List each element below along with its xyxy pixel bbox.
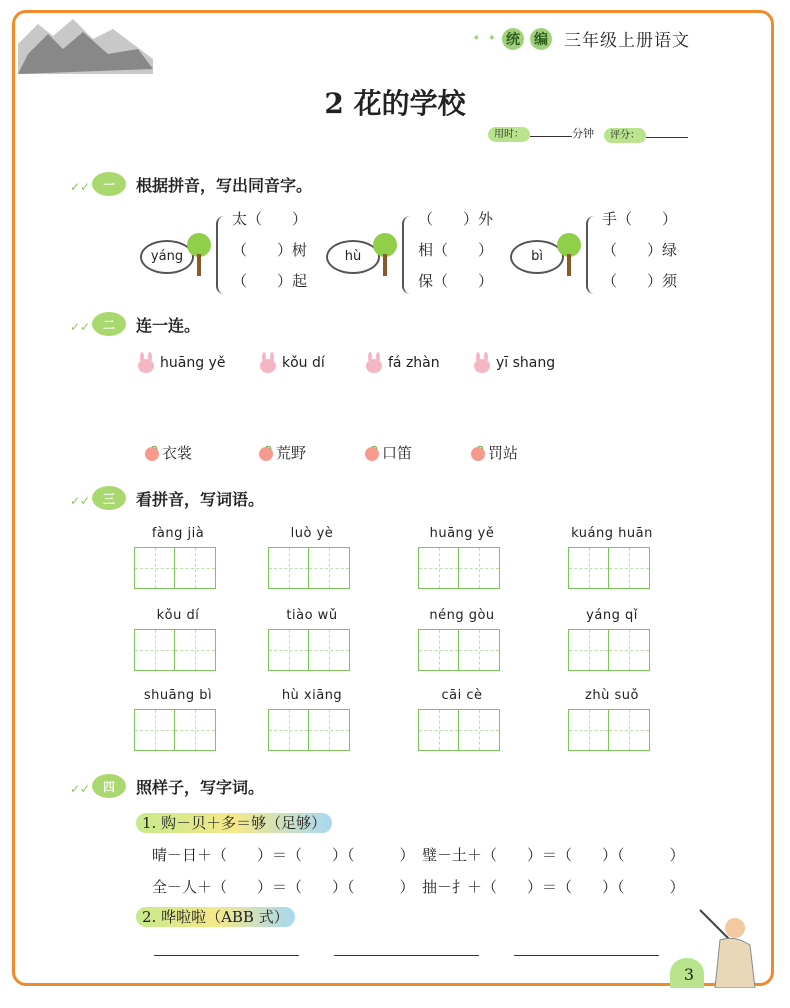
series-badge-1: 统 [502,28,524,50]
tree-icon [556,232,582,278]
char-box[interactable] [568,547,609,589]
section-2-heading: 连一连。 [136,315,201,335]
match-pinyin-item[interactable]: yī shang [472,352,555,374]
match-pinyin-item[interactable]: huāng yě [136,352,225,374]
check-icon: ✓✓ [70,180,91,194]
section-2-header [70,312,200,336]
char-box[interactable] [134,709,175,751]
char-box[interactable] [418,709,459,751]
answer-blank[interactable] [334,955,479,956]
section-4-badge: 四 [92,774,126,798]
homophone-option[interactable]: （ ）外 [418,210,494,228]
check-icon: ✓✓ [70,320,91,334]
writing-cell: yáng qǐ [568,608,668,671]
homophone-option[interactable]: （ ）须 [602,272,678,290]
match-word-item[interactable]: 口笛 [364,442,412,463]
section-1-badge: 一 [92,172,126,196]
char-box[interactable] [268,547,309,589]
time-unit: 分钟 [572,127,594,140]
series-badge-2: 编 [530,28,552,50]
match-word-item[interactable]: 罚站 [470,442,518,463]
char-box[interactable] [459,709,500,751]
peach-icon [470,445,486,461]
char-box[interactable] [609,547,650,589]
rabbit-icon [364,352,384,374]
char-box[interactable] [309,709,350,751]
check-icon: ✓✓ [70,782,91,796]
peach-icon [364,445,380,461]
homophone-option[interactable]: 手（ ） [602,210,678,228]
tree-icon [372,232,398,278]
pinyin-writing-grid [134,526,674,756]
grade-label: 三年级上册语文 [564,31,690,51]
writing-cell: fàng jià [134,526,234,589]
char-box[interactable] [609,629,650,671]
section-1-header [70,172,312,196]
tree-icon [186,232,212,278]
meta-bar [488,124,688,141]
char-box[interactable] [309,629,350,671]
answer-blank[interactable] [514,955,659,956]
homophone-option[interactable]: （ ）起 [232,272,308,290]
section-4-heading: 照样子，写字词。 [136,777,265,797]
char-box[interactable] [268,709,309,751]
writing-cell: tiào wǔ [268,608,368,671]
section-2-badge: 二 [92,312,126,336]
writing-cell: zhù suǒ [568,688,668,751]
series-label [472,26,690,51]
score-blank[interactable] [646,125,688,138]
homophone-group-1 [136,208,307,301]
peach-icon [144,445,160,461]
example-2: 2. 哗啦啦（ABB 式） [136,906,295,927]
writing-cell: kuáng huān [568,526,668,589]
char-box[interactable] [459,547,500,589]
time-blank[interactable] [530,124,572,137]
sparkle-icon: ✦ ✦ [472,33,498,44]
score-label: 评分： [604,128,646,143]
pinyin-bubble: yáng [140,240,194,274]
section-4-header [70,774,264,798]
section-3-header [70,486,264,510]
writing-cell: kǒu dí [134,608,234,671]
answer-blank[interactable] [154,955,299,956]
char-box[interactable] [175,709,216,751]
writing-cell: néng gòu [418,608,518,671]
homophone-option[interactable]: （ ）树 [232,241,308,259]
page-number: 3 [683,965,694,984]
section-3-badge: 三 [92,486,126,510]
char-box[interactable] [568,709,609,751]
homophone-group-3 [506,208,677,301]
homophone-option[interactable]: 相（ ） [418,241,494,259]
rabbit-icon [258,352,278,374]
section-3-heading: 看拼音，写词语。 [136,489,265,509]
char-box[interactable] [175,629,216,671]
match-pinyin-item[interactable]: kǒu dí [258,352,325,374]
writing-cell: huāng yě [418,526,518,589]
pinyin-bubble: hù [326,240,380,274]
check-icon: ✓✓ [70,494,91,508]
homophone-option[interactable]: （ ）绿 [602,241,678,259]
writing-cell: shuāng bì [134,688,234,751]
char-box[interactable] [134,547,175,589]
homophone-group-2 [322,208,493,301]
match-word-item[interactable]: 荒野 [258,442,306,463]
example-1: 1. 购－贝＋多＝够（足够） [136,812,332,833]
homophone-option[interactable]: 保（ ） [418,272,494,290]
char-box[interactable] [568,629,609,671]
pinyin-bubble: bì [510,240,564,274]
equation-row-1[interactable]: 晴－日＋（ ）＝（ ）（ ） 璧－土＋（ ）＝（ ）（ ） [152,846,685,864]
char-box[interactable] [134,629,175,671]
homophone-option[interactable]: 太（ ） [232,210,308,228]
match-pinyin-item[interactable]: fá zhàn [364,352,440,374]
writing-cell: cāi cè [418,688,518,751]
scholar-illustration-icon [690,900,770,988]
mountain-ink-icon [18,14,153,74]
rabbit-icon [472,352,492,374]
time-label: 用时： [488,127,530,142]
char-box[interactable] [418,629,459,671]
section-1-heading: 根据拼音，写出同音字。 [136,175,313,195]
writing-cell: hù xiāng [268,688,368,751]
equation-row-2[interactable]: 全－人＋（ ）＝（ ）（ ） 抽－扌＋（ ）＝（ ）（ ） [152,878,685,896]
match-word-item[interactable]: 衣裳 [144,442,192,463]
writing-cell: luò yè [268,526,368,589]
char-box[interactable] [459,629,500,671]
char-box[interactable] [609,709,650,751]
char-box[interactable] [418,547,459,589]
char-box[interactable] [309,547,350,589]
char-box[interactable] [175,547,216,589]
char-box[interactable] [268,629,309,671]
rabbit-icon [136,352,156,374]
peach-icon [258,445,274,461]
lesson-title: 2 花的学校 [324,87,466,120]
